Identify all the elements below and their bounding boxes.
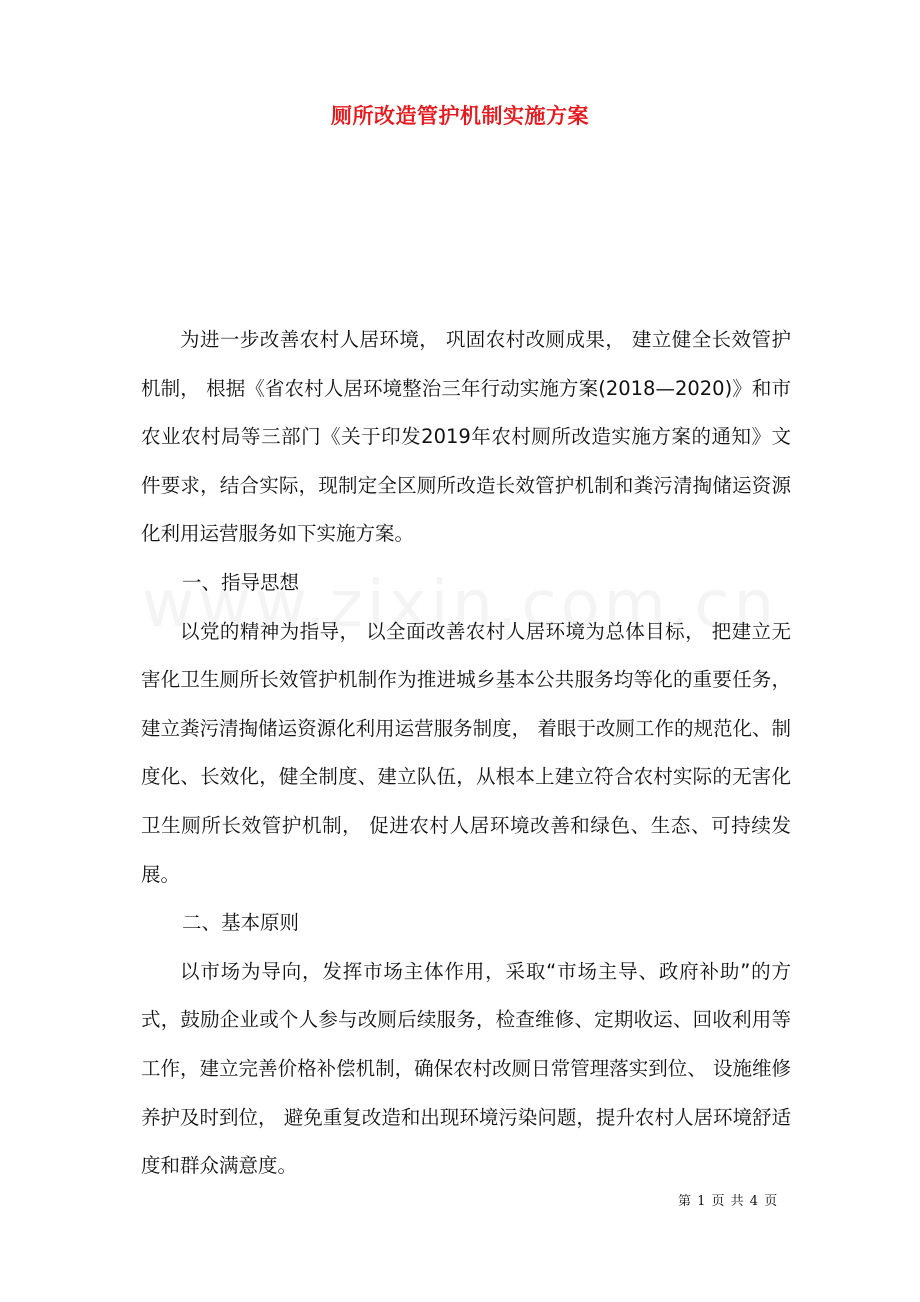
basic-principles-paragraph: 以市场为导向，发挥市场主体作用，采取“市场主导、政府补助”的方式，鼓励企业或个人参与改厕后续服务，检查维修、定期收运、回收利用等工作，建立完善价格补偿机制，确保农村改厕日常管理落实到位、 设施维修养护及时到位， 避免重复改造和出现环境污染问题，提升农村人居环境舒适度和群众满意度。 <box>141 959 791 1178</box>
document-title: 厕所改造管护机制实施方案 <box>331 104 589 128</box>
section-heading-guiding-ideology: 一、指导思想 <box>181 570 299 594</box>
section-heading-basic-principles: 二、基本原则 <box>181 911 299 935</box>
intro-paragraph: 为进一步改善农村人居环境， 巩固农村改厕成果， 建立健全长效管护机制， 根据《省农村人居环境整治三年行动实施方案(2018—2020)》和市农业农村局等三部门《关于印发2019年农村厕所改造实施方案的通知》文件要求，结合实际，现制定全区厕所改造长效管护机制和粪污清掏储运资源化利用运营服务如下实施方案。 <box>141 328 791 546</box>
guiding-ideology-paragraph: 以党的精神为指导， 以全面改善农村人居环境为总体目标， 把建立无害化卫生厕所长效管护机制作为推进城乡基本公共服务均等化的重要任务， 建立粪污清掏储运资源化利用运营服务制度， 着眼于改厕工作的规范化、制度化、长效化，健全制度、建立队伍，从根本上建立符合农村实际的无害化卫生厕所长效管护机制， 促进农村人居环境改善和绿色、生态、可持续发展。 <box>141 619 791 886</box>
page-number: 第 1 页 共 4 页 <box>678 1194 779 1209</box>
document-body <box>141 316 791 1191</box>
